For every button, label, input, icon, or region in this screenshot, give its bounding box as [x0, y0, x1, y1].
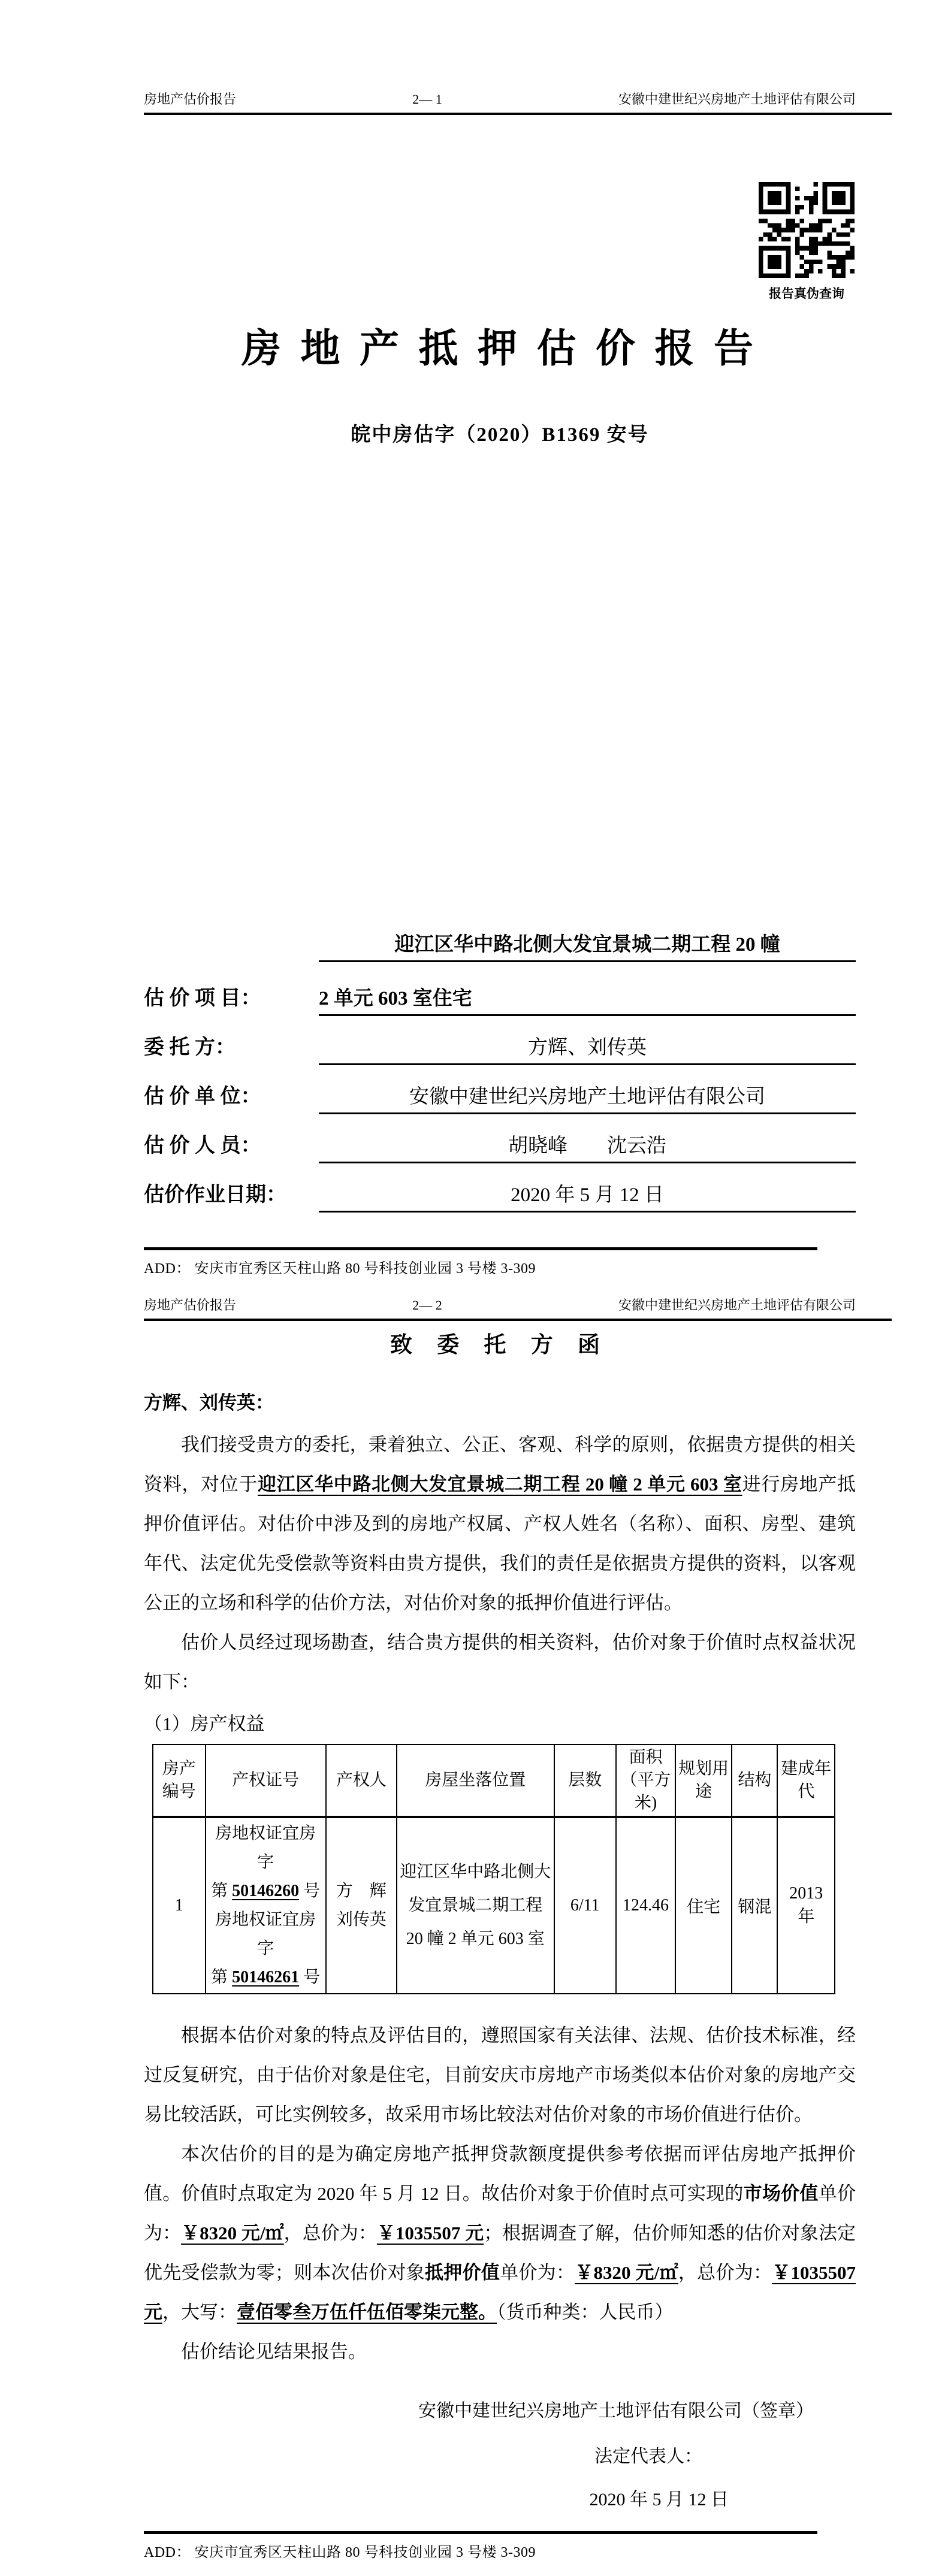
header-rule [144, 1319, 892, 1321]
field-appraisers-value: 胡晓峰 沈云浩 [319, 1114, 856, 1163]
report-doc-number: 皖中房估字（2020）B1369 安号 [351, 424, 649, 446]
letter-paragraph-5: 估价结论见结果报告。 [181, 2341, 367, 2362]
signature-legal-representative: 法定代表人： [594, 2447, 702, 2466]
cell-location: 迎江区华中路北侧大发宜景城二期工程 20 幢 2 单元 603 室 [397, 1817, 554, 1994]
col-owner: 产权人 [326, 1744, 397, 1817]
field-appraisers-label: 估 价 人 员： [144, 1135, 261, 1157]
field-client [144, 1016, 856, 1065]
cell-structure: 钢混 [732, 1817, 777, 1994]
page1-footer [144, 1247, 856, 1278]
cell-planned-use: 住宅 [675, 1817, 732, 1994]
letter-paragraph-1: 我们接受贵方的委托，秉着独立、公正、客观、科学的原则，依据贵方提供的相关资料，对位于迎江区华中路北侧大发宜景城二期工程 20 幢 2 单元 603 室进行房地产抵押价值评估。对估价中涉及到的房地产权属、产权人姓名（名称）、面积、房型、建筑年代、法定优先受偿款等资料由贵方提供，我们的责任是依据贵方提供的资料，以客观公正的立场和科学的估价方法，对估价对象的抵押价值进行评估。 [144, 1434, 856, 1613]
cell-floors: 6/11 [554, 1817, 616, 1994]
footer-rule [144, 2531, 817, 2534]
field-appraisers [144, 1114, 856, 1163]
col-floors: 层数 [554, 1744, 616, 1817]
page2-running-header [144, 1297, 856, 1314]
field-agency [144, 1065, 856, 1114]
letter-title: 致 委 托 方 函 [390, 1333, 609, 1357]
market-total-price: ￥1035507 元 [376, 2223, 484, 2244]
cert-number-2: 50146261 [232, 1968, 300, 1987]
field-agency-value: 安徽中建世纪兴房地产土地评估有限公司 [319, 1065, 856, 1114]
cell-owner: 方 辉 刘传英 [326, 1817, 397, 1994]
header-page-number: 2— 2 [412, 1298, 442, 1313]
page-2 [144, 1297, 856, 2562]
cell-year-built: 2013 年 [777, 1817, 835, 1994]
table-caption: （1）房产权益 [144, 1713, 265, 1734]
field-agency-label: 估 价 单 位： [144, 1086, 261, 1108]
field-client-value: 方辉、刘传英 [319, 1016, 856, 1065]
qr-caption: 报告真伪查询 [769, 286, 844, 301]
cover-fields [144, 921, 856, 1213]
footer-address: ADD： 安庆市宜秀区天柱山路 80 号科技创业园 3 号楼 3-309 [144, 1261, 536, 1277]
letter-paragraph-4: 本次估价的目的是为确定房地产抵押贷款额度提供参考依据而评估房地产抵押价值。价值时点取定为 2020 年 5 月 12 日。故估价对象于价值时点可实现的市场价值单价为：￥8320 元/㎡，总价为：￥1035507 元；根据调查了解，估价师知悉的估价对象法定优先受偿款为零；则本次估价对象抵押价值单价为：￥8320 元/㎡，总价为：￥1035507 元，大写：壹佰零叁万伍仟伍佰零柒元整。（货币种类：人民币） [144, 2143, 856, 2323]
cell-area: 124.46 [616, 1817, 675, 1994]
footer-rule [144, 1247, 817, 1250]
field-client-label: 委 托 方： [144, 1036, 236, 1059]
field-project [144, 921, 856, 1016]
col-cert-no: 产权证号 [206, 1744, 326, 1817]
report-title: 房 地 产 抵 押 估 价 报 告 [241, 327, 758, 371]
mortgage-unit-price: ￥8320 元/㎡ [575, 2262, 678, 2283]
col-year-built: 建成年代 [777, 1744, 835, 1817]
cert-number-1: 50146260 [232, 1882, 300, 1900]
header-company-name: 安徽中建世纪兴房地产土地评估有限公司 [618, 92, 856, 107]
signature-company: 安徽中建世纪兴房地产土地评估有限公司（签章） [418, 2401, 814, 2421]
field-date-label: 估价作业日期： [144, 1184, 286, 1206]
signature-date: 2020 年 5 月 12 日 [589, 2490, 729, 2510]
field-project-value-line2: 2 单元 603 室住宅 [319, 962, 856, 1016]
header-company-name: 安徽中建世纪兴房地产土地评估有限公司 [618, 1298, 856, 1313]
field-date-value: 2020 年 5 月 12 日 [319, 1163, 856, 1213]
field-date [144, 1163, 856, 1213]
letter-salutation: 方辉、刘传英： [144, 1392, 274, 1413]
header-rule [144, 113, 892, 115]
page2-footer [144, 2531, 856, 2562]
letter-paragraph-3: 根据本估价对象的特点及评估目的，遵照国家有关法律、法规、估价技术标准，经过反复研究，由于估价对象是住宅，目前安庆市房地产市场类似本估价对象的房地产交易比较活跃，可比实例较多，故采用市场比较法对估价对象的市场价值进行估价。 [144, 2025, 856, 2125]
header-doc-type: 房地产估价报告 [144, 92, 237, 107]
table-row [153, 1817, 835, 1994]
mortgage-total-price: ￥1035507 元 [144, 2262, 856, 2323]
col-property-no: 房产编号 [153, 1744, 206, 1817]
col-area: 面积（平方米) [616, 1744, 675, 1817]
property-rights-table [152, 1744, 835, 1994]
field-project-label: 估 价 项 目： [144, 987, 261, 1009]
cell-cert-no: 房地权证宜房字 第 50146260 号 房地权证宜房字 第 50146261 号 [206, 1817, 326, 1994]
table-header-row [153, 1744, 835, 1817]
col-structure: 结构 [732, 1744, 777, 1817]
mortgage-value-label: 抵押价值 [425, 2262, 500, 2283]
amount-in-words: 壹佰零叁万伍仟伍佰零柒元整。 [237, 2302, 497, 2323]
header-page-number: 2— 1 [412, 92, 442, 107]
page-1 [144, 0, 856, 1278]
market-unit-price: ￥8320 元/㎡ [181, 2223, 284, 2244]
qr-code-icon [759, 182, 855, 278]
cell-property-no: 1 [153, 1817, 206, 1994]
col-location: 房屋坐落位置 [397, 1744, 554, 1817]
qr-block [144, 182, 856, 302]
header-doc-type: 房地产估价报告 [144, 1298, 237, 1313]
page1-running-header [144, 0, 856, 108]
footer-address: ADD： 安庆市宜秀区天柱山路 80 号科技创业园 3 号楼 3-309 [144, 2545, 536, 2560]
market-value-label: 市场价值 [743, 2183, 819, 2204]
field-project-value-line1: 迎江区华中路北侧大发宜景城二期工程 20 幢 [319, 921, 856, 962]
letter-paragraph-2: 估价人员经过现场勘查，结合贵方提供的相关资料，估价对象于价值时点权益状况如下： [144, 1632, 856, 1692]
subject-property-highlight: 迎江区华中路北侧大发宜景城二期工程 20 幢 2 单元 603 室 [258, 1474, 742, 1495]
col-planned-use: 规划用途 [675, 1744, 732, 1817]
